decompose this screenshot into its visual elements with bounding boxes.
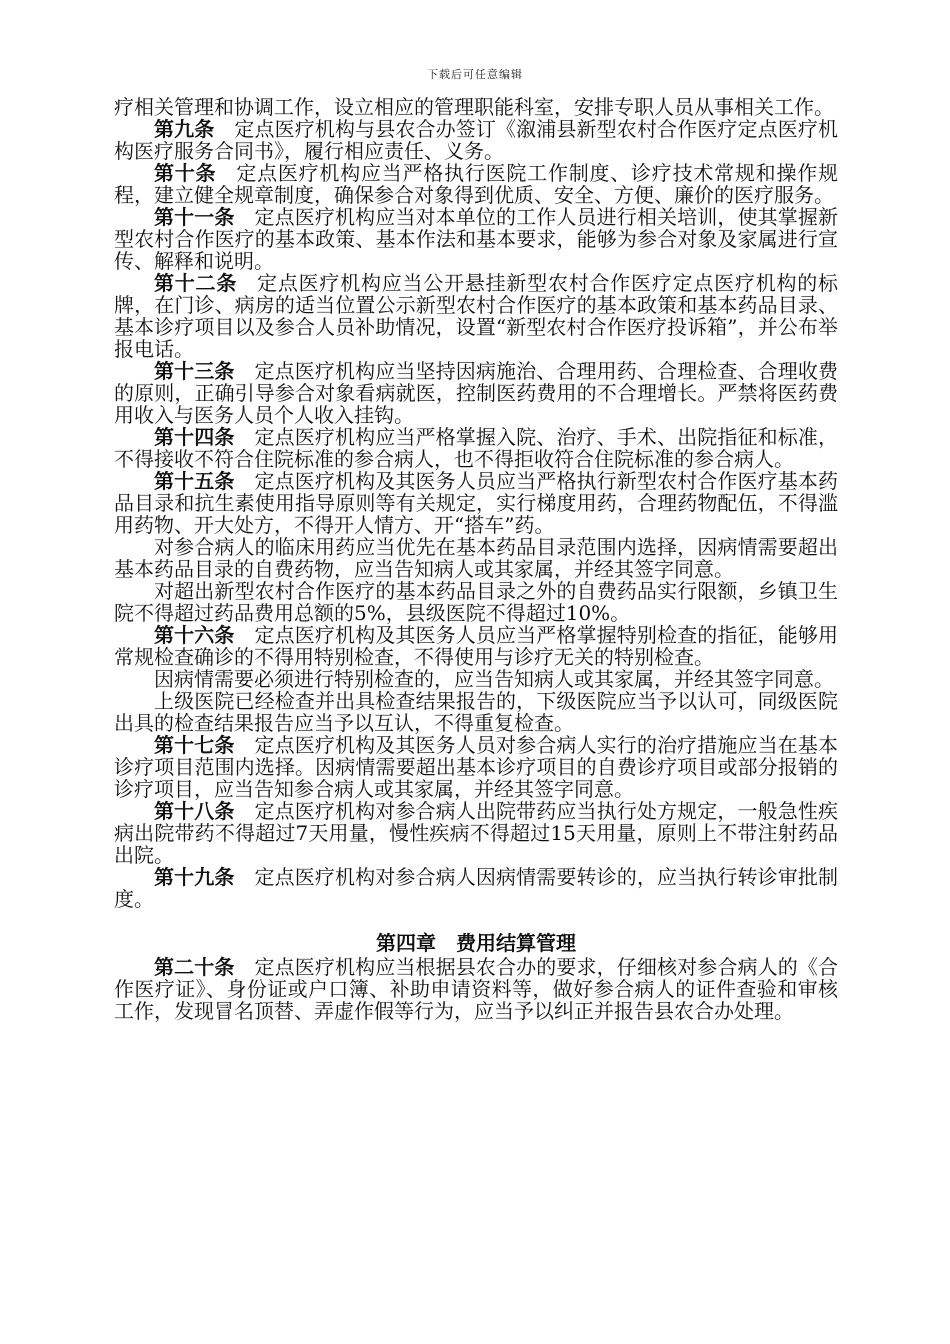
paragraph: 对超出新型农村合作医疗的基本药品目录之外的自费药品实行限额，乡镇卫生院不得超过药品费用总额的5%，县级医院不得超过10%。 <box>114 579 838 625</box>
article-text: 定点医疗机构及其医务人员应当严格掌握特别检查的指征，能够用常规检查确诊的不得用特别检查，不得使用与诊疗无关的特别检查。 <box>114 623 838 669</box>
article-text: 定点医疗机构对参合病人因病情需要转诊的，应当执行转诊审批制度。 <box>114 865 838 911</box>
paragraph: 上级医院已经检查并出具检查结果报告的，下级医院应当予以认可，同级医院出具的检查结果报告应当予以互认，不得重复检查。 <box>114 689 838 735</box>
article-18 <box>114 800 838 866</box>
article-number: 第十八条 <box>154 799 235 823</box>
article-number: 第十五条 <box>154 469 235 493</box>
article-number: 第九条 <box>154 117 215 141</box>
article-text: 定点医疗机构应当严格掌握入院、治疗、手术、出院指征和标准，不得接收不符合住院标准的参合病人，也不得拒收符合住院标准的参合病人。 <box>114 425 838 471</box>
article-text: 定点医疗机构应当对本单位的工作人员进行相关培训，使其掌握新型农村合作医疗的基本政策、基本作法和基本要求，能够为参合对象及家属进行宣传、解释和说明。 <box>114 205 838 273</box>
article-number: 第十条 <box>154 161 217 185</box>
article-10 <box>114 162 838 206</box>
article-text: 定点医疗机构及其医务人员应当严格执行新型农村合作医疗基本药品目录和抗生素使用指导原则等有关规定，实行梯度用药，合理药物配伍，不得滥用药物、开大处方，不得开人情方、开“搭车”药。 <box>114 469 838 537</box>
article-19 <box>114 866 838 910</box>
article-text: 定点医疗机构应当根据县农合办的要求，仔细核对参合病人的《合作医疗证》、身份证或户口簿、补助申请资料等，做好参合病人的证件查验和审核工作，发现冒名顶替、弄虚作假等行为，应当予以纠正并报告县农合办处理。 <box>114 955 838 1023</box>
article-number: 第二十条 <box>154 955 235 979</box>
article-number: 第十三条 <box>154 359 235 383</box>
article-text: 定点医疗机构与县农合办签订《溆浦县新型农村合作医疗定点医疗机构医疗服务合同书》，履行相应责任、义务。 <box>114 117 838 163</box>
article-number: 第十七条 <box>154 733 235 757</box>
paragraph: 对参合病人的临床用药应当优先在基本药品目录范围内选择，因病情需要超出基本药品目录的自费药物，应当告知病人或其家属，并经其签字同意。 <box>114 535 838 581</box>
article-14 <box>114 426 838 470</box>
article-13 <box>114 360 838 426</box>
page-header: 下载后可任意编辑 <box>427 68 523 81</box>
document-body <box>114 96 838 1022</box>
article-12 <box>114 272 838 360</box>
article-number: 第十九条 <box>154 865 235 889</box>
article-number: 第十一条 <box>154 205 235 229</box>
article-16 <box>114 624 838 668</box>
paragraph-continuation: 疗相关管理和协调工作，设立相应的管理职能科室，安排专职人员从事相关工作。 <box>114 95 834 119</box>
chapter-heading <box>114 932 838 954</box>
article-text: 定点医疗机构应当严格执行医院工作制度、诊疗技术常规和操作规程，建立健全规章制度，确保参合对象得到优质、安全、方便、廉价的医疗服务。 <box>114 161 839 207</box>
paragraph: 因病情需要必须进行特别检查的，应当告知病人或其家属，并经其签字同意。 <box>154 667 834 691</box>
article-20 <box>114 956 838 1022</box>
chapter-title: 费用结算管理 <box>456 931 576 955</box>
article-15 <box>114 470 838 536</box>
article-number: 第十四条 <box>154 425 235 449</box>
article-text: 定点医疗机构及其医务人员对参合病人实行的治疗措施应当在基本诊疗项目范围内选择。因病情需要超出基本诊疗项目的自费诊疗项目或部分报销的诊疗项目，应当告知参合病人或其家属，并经其签字同意。 <box>114 733 838 801</box>
article-17 <box>114 734 838 800</box>
article-number: 第十六条 <box>154 623 235 647</box>
chapter-number: 第四章 <box>376 931 436 955</box>
article-number: 第十二条 <box>154 271 238 295</box>
article-text: 定点医疗机构应当公开悬挂新型农村合作医疗定点医疗机构的标牌，在门诊、病房的适当位置公示新型农村合作医疗的基本政策和基本药品目录、基本诊疗项目以及参合人员补助情况，设置“新型农村合作医疗投诉箱”，并公布举报电话。 <box>114 271 839 361</box>
article-text: 定点医疗机构对参合病人出院带药应当执行处方规定，一般急性疾病出院带药不得超过7天用量，慢性疾病不得超过15天用量，原则上不带注射药品出院。 <box>114 799 838 867</box>
article-text: 定点医疗机构应当坚持因病施治、合理用药、合理检查、合理收费的原则，正确引导参合对象看病就医，控制医药费用的不合理增长。严禁将医药费用收入与医务人员个人收入挂钩。 <box>114 359 838 427</box>
article-11 <box>114 206 838 272</box>
article-9 <box>114 118 838 162</box>
